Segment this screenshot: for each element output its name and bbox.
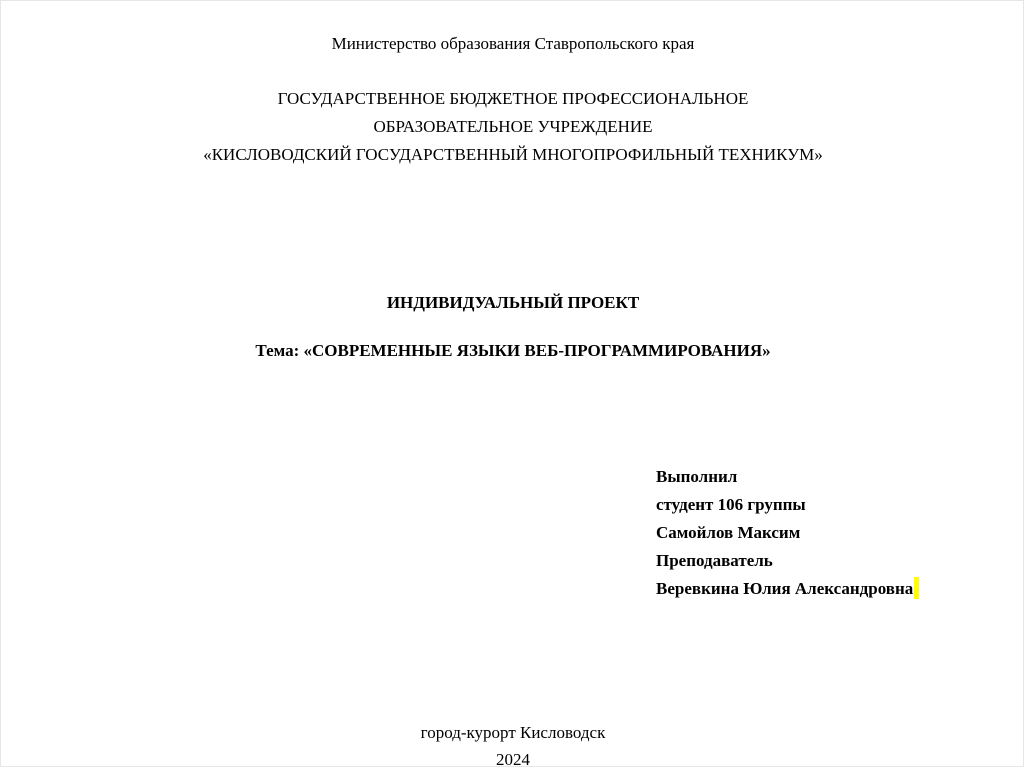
student-group: студент 106 группы [656,495,806,514]
author-block [656,463,919,603]
teacher-row [656,575,919,603]
teacher-name: Веревкина Юлия Александровна [656,579,914,598]
organization-line-1: ГОСУДАРСТВЕННОЕ БЮДЖЕТНОЕ ПРОФЕССИОНАЛЬНОЕ [277,89,749,108]
student-name: Самойлов Максим [656,523,801,542]
city-line: город-курорт Кисловодск [420,723,606,742]
performed-label: Выполнил [656,467,738,486]
project-topic: Тема: «СОВРЕМЕННЫЕ ЯЗЫКИ ВЕБ-ПРОГРАММИРОВАНИЯ» [255,341,771,360]
year-line: 2024 [496,750,530,769]
organization-line-3: «КИСЛОВОДСКИЙ ГОСУДАРСТВЕННЫЙ МНОГОПРОФИЛЬНЫЙ ТЕХНИКУМ» [203,145,823,164]
project-title: ИНДИВИДУАЛЬНЫЙ ПРОЕКТ [386,293,640,312]
text-cursor-highlight [914,577,919,599]
ministry-line: Министерство образования Ставропольского края [331,34,695,53]
teacher-label: Преподаватель [656,551,773,570]
organization-line-2: ОБРАЗОВАТЕЛЬНОЕ УЧРЕЖДЕНИЕ [373,117,653,136]
